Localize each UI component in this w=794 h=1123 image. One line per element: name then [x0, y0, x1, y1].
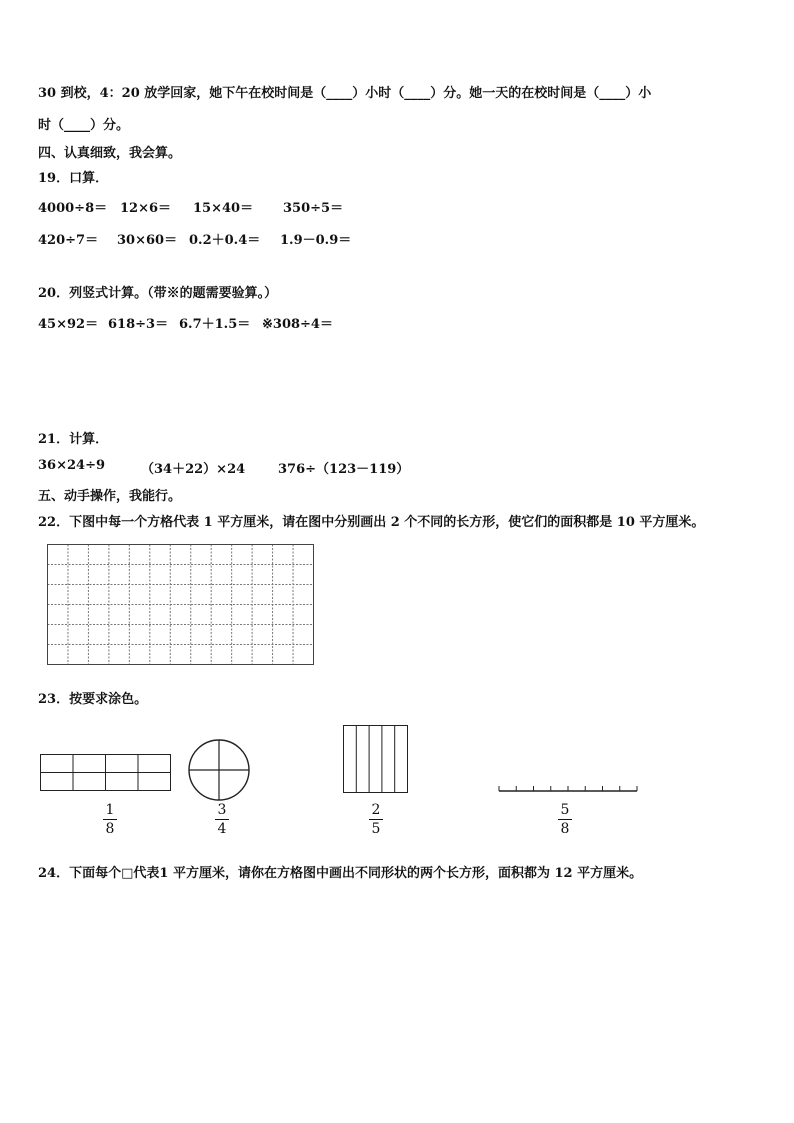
- q23-fraction-4: [550, 802, 580, 837]
- q19-item: 15×40＝: [193, 201, 254, 216]
- section4-title: 四、认真细致，我会算。: [38, 146, 182, 161]
- q23-circle-quarters: [187, 738, 251, 802]
- q20-item: ※308÷4＝: [262, 317, 333, 332]
- q19-item: 12×6＝: [120, 201, 172, 216]
- fraction-numerator: 3: [217, 802, 227, 818]
- q22-grid: [47, 544, 315, 666]
- q23-segment-eighths: [497, 780, 639, 796]
- fraction-numerator: 2: [371, 802, 381, 818]
- q23-fraction-2: [207, 802, 237, 837]
- q21-title: 21．计算．: [38, 432, 109, 447]
- q23-square-fifths: [343, 725, 409, 795]
- q22-title: 22．下图中每一个方格代表 1 平方厘米，请在图中分别画出 2 个不同的长方形，使它们的面积都是 10 平方厘米。: [38, 515, 705, 530]
- q23-fraction-3: [361, 802, 391, 837]
- q20-item: 6.7＋1.5＝: [179, 317, 251, 332]
- fraction-denominator: 8: [560, 821, 570, 837]
- q19-item: 30×60＝: [117, 233, 178, 248]
- q23-title: 23．按要求涂色。: [38, 692, 148, 707]
- fraction-denominator: 4: [217, 821, 227, 837]
- q24-title: 24．下面每个□代表1 平方厘米，请你在方格图中画出不同形状的两个长方形，面积都为 12 平方厘米。: [38, 866, 643, 881]
- q19-item: 1.9－0.9＝: [280, 233, 352, 248]
- q18-line2: 时（____）分。: [38, 118, 130, 133]
- q21-item: 36×24÷9: [38, 458, 106, 473]
- fraction-numerator: 1: [105, 802, 115, 818]
- q23-rectangle-eighths: [40, 754, 172, 794]
- q20-title: 20．列竖式计算。（带※的题需要验算。）: [38, 286, 278, 301]
- q20-item: 45×92＝: [38, 317, 99, 332]
- q21-item: （34＋22）×24: [141, 462, 246, 477]
- q19-title: 19．口算．: [38, 171, 109, 186]
- fraction-denominator: 5: [371, 821, 381, 837]
- fraction-numerator: 5: [560, 802, 570, 818]
- q20-item: 618÷3＝: [108, 317, 169, 332]
- section5-title: 五、动手操作，我能行。: [38, 489, 182, 504]
- q19-item: 4000÷8＝: [38, 201, 108, 216]
- q19-item: 350÷5＝: [283, 201, 344, 216]
- fraction-denominator: 8: [105, 821, 115, 837]
- q19-item: 420÷7＝: [38, 233, 99, 248]
- q21-item: 376÷（123－119）: [278, 462, 410, 477]
- q18-line1: 30 到校，4：20 放学回家，她下午在校时间是（____）小时（____）分。她一天的在校时间是（____）小: [38, 86, 652, 101]
- q19-item: 0.2＋0.4＝: [189, 233, 261, 248]
- q23-fraction-1: [95, 802, 125, 837]
